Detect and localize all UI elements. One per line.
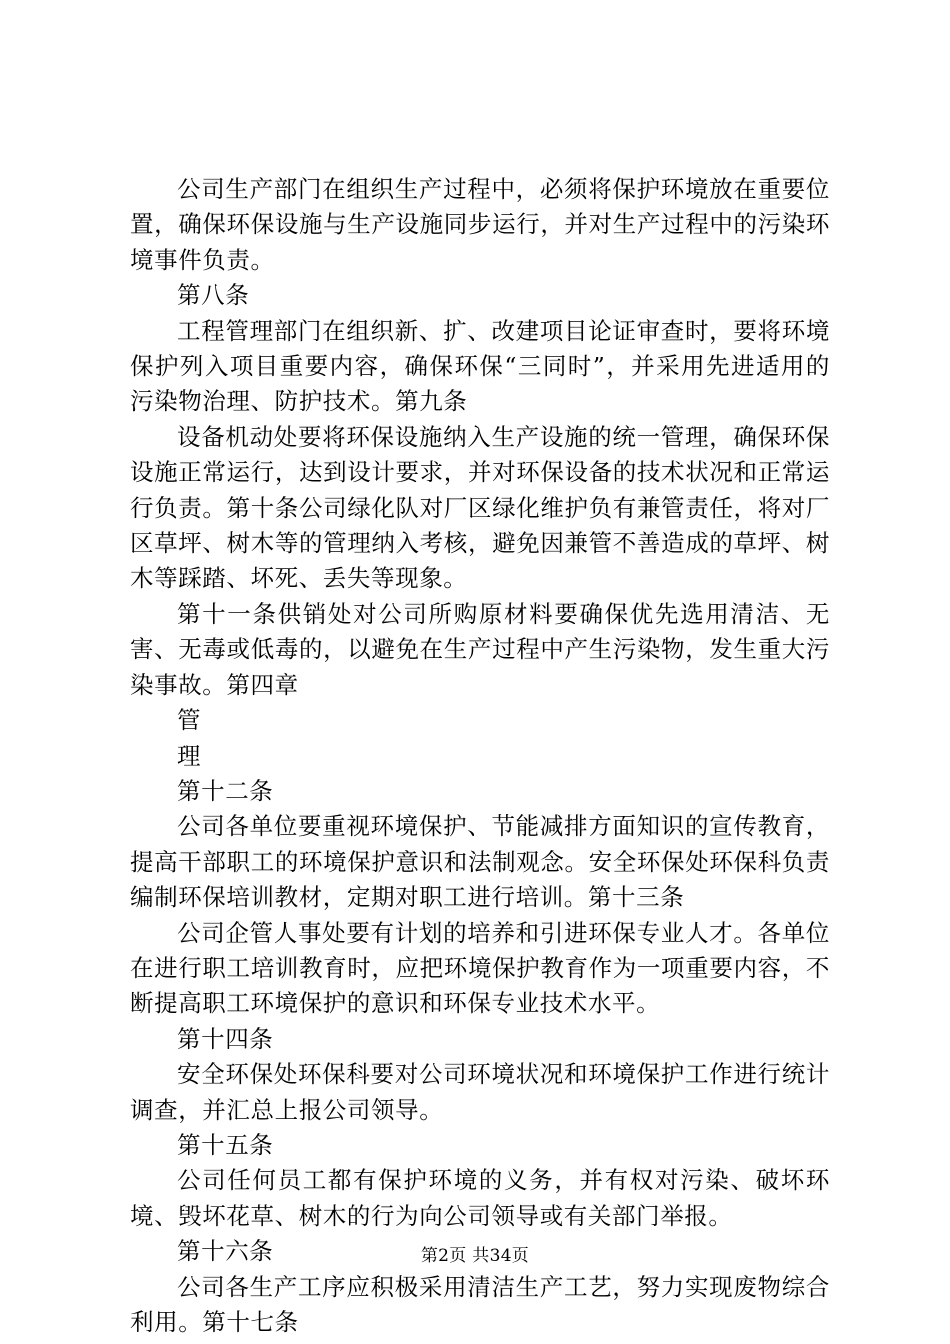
article-heading-12: 第十二条: [177, 776, 274, 805]
paragraph-2: 工程管理部门在组织新、扩、改建项目论证审查时，要将环境保护列入项目重要内容，确保环保“三同时”，并采用先进适用的污染物治理、防护技术。第九条: [130, 316, 830, 416]
article-heading-16: 第十六条: [177, 1237, 274, 1266]
document-body: [130, 172, 830, 1340]
article-heading-15: 第十五条: [177, 1130, 274, 1159]
paragraph-8: 公司任何员工都有保护环境的义务，并有权对污染、破坏环境、毁坏花草、树木的行为向公司领导或有关部门举报。: [130, 1166, 830, 1230]
paragraph-6: 公司企管人事处要有计划的培养和引进环保专业人才。各单位在进行职工培训教育时，应把环境保护教育作为一项重要内容，不断提高职工环境保护的意识和环保专业技术水平。: [130, 918, 830, 1018]
paragraph-3: 设备机动处要将环保设施纳入生产设施的统一管理，确保环保设施正常运行，达到设计要求，并对环保设备的技术状况和正常运行负责。第十条公司绿化队对厂区绿化维护负有兼管责任，将对厂区草坪、树木等的管理纳入考核，避免因兼管不善造成的草坪、树木等踩踏、坏死、丢失等现象。: [130, 422, 830, 593]
paragraph-7: 安全环保处环保科要对公司环境状况和环境保护工作进行统计调查，并汇总上报公司领导。: [130, 1060, 830, 1124]
paragraph-4: 第十一条供销处对公司所购原材料要确保优先选用清洁、无害、无毒或低毒的，以避免在生产过程中产生污染物，发生重大污染事故。第四章: [130, 599, 830, 699]
paragraph-5: 公司各单位要重视环境保护、节能减排方面知识的宣传教育，提高干部职工的环境保护意识和法制观念。安全环保处环保科负责编制环保培训教材，定期对职工进行培训。第十三条: [130, 812, 830, 912]
paragraph-9: 公司各生产工序应积极采用清洁生产工艺，努力实现废物综合利用。第十七条: [130, 1272, 830, 1336]
page-footer: [0, 1245, 950, 1267]
article-heading-14: 第十四条: [177, 1024, 274, 1053]
article-heading-8: 第八条: [177, 281, 250, 310]
chapter-title-char-2: 理: [177, 741, 202, 770]
chapter-title-char-1: 管: [177, 706, 202, 735]
page-number-label: 第2页 共34页: [420, 1246, 530, 1266]
paragraph-1: 公司生产部门在组织生产过程中，必须将保护环境放在重要位置，确保环保设施与生产设施同步运行，并对生产过程中的污染环境事件负责。: [130, 175, 830, 274]
